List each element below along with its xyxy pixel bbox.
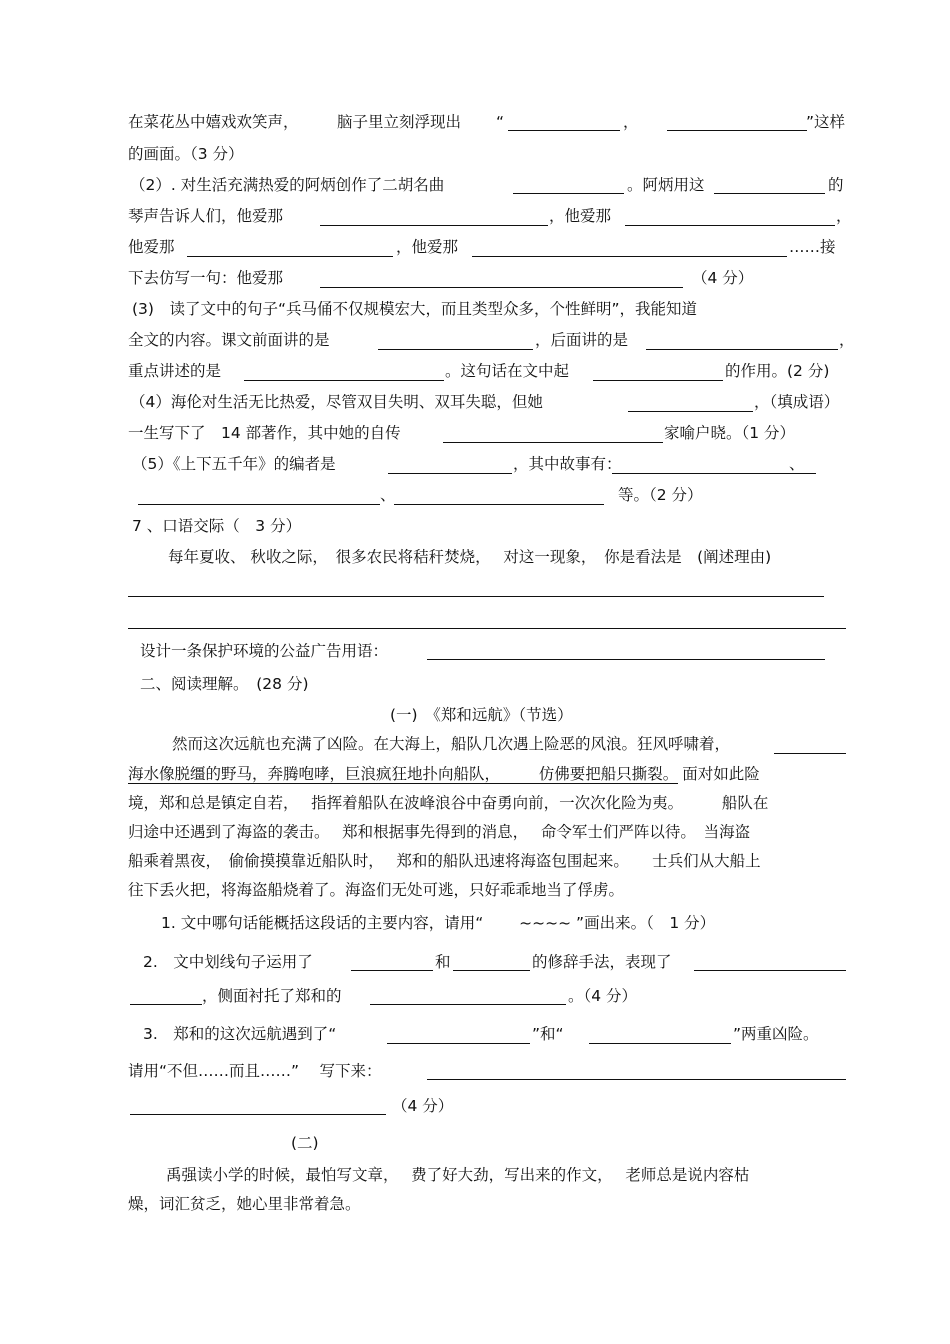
answer-blank[interactable] — [351, 970, 433, 971]
answer-blank[interactable] — [472, 256, 787, 257]
q6-2-line1-mid: 。阿炳用这 — [627, 176, 705, 194]
q6-1-comma: ， — [623, 113, 639, 131]
q6-4-line2-start: 一生写下了 14 部著作，其中她的自传 — [128, 424, 401, 442]
answer-blank[interactable] — [427, 659, 825, 660]
answer-blank[interactable] — [244, 380, 444, 381]
q6-2-line1-start: （2）. 对生活充满热爱的阿炳创作了二胡名曲 — [130, 176, 445, 194]
answer-blank[interactable] — [508, 130, 620, 131]
answer-blank[interactable] — [714, 193, 825, 194]
answer-blank[interactable] — [646, 349, 838, 350]
answer-blank[interactable] — [388, 473, 512, 474]
reading-q2-line2: ，侧面衬托了郑和的 — [202, 987, 342, 1005]
answer-blank[interactable] — [387, 1043, 530, 1044]
answer-blank[interactable] — [187, 256, 393, 257]
q6-2-score: （4 分） — [692, 269, 754, 287]
answer-blank[interactable] — [513, 193, 624, 194]
q6-5-score: 等。（2 分） — [618, 486, 703, 504]
q6-3-line1: (3) 读了文中的句子“兵马俑不仅规模宏大，而且类型众多，个性鲜明”，我能知道 — [132, 300, 698, 318]
q6-2-line2-end: ， — [836, 207, 852, 225]
q6-2-line2-mid: ，他爱那 — [549, 207, 612, 225]
answer-line[interactable] — [128, 596, 824, 597]
answer-blank[interactable] — [130, 1004, 202, 1005]
q6-2-line3-start: 他爱那 — [128, 238, 175, 256]
answer-blank[interactable] — [667, 130, 807, 131]
underline-extension — [774, 753, 846, 754]
reading-q2-start: 2. 文中划线句子运用了 — [143, 953, 313, 971]
answer-blank[interactable] — [628, 411, 753, 412]
q6-2-line1-end: 的 — [828, 176, 844, 194]
q6-1-line1-mid: 脑子里立刻浮现出 — [337, 113, 462, 131]
passage1-line5: 船乘着黑夜， 偷偷摸摸靠近船队时， 郑和的船队迅速将海盗包围起来。 士兵们从大船上 — [128, 852, 761, 870]
reading-q3-and: ”和“ — [532, 1025, 564, 1043]
answer-blank[interactable] — [138, 504, 380, 505]
answer-blank[interactable] — [453, 970, 530, 971]
answer-blank[interactable] — [593, 380, 723, 381]
passage1-line6: 往下丢火把，将海盗船烧着了。海盗们无处可逃，只好乖乖地当了俘虏。 — [128, 881, 625, 899]
passage2-title: (二) — [291, 1134, 319, 1152]
answer-blank[interactable] — [320, 287, 683, 288]
reading-q3-prompt: 请用“不但……而且……” 写下来： — [128, 1062, 382, 1080]
answer-blank[interactable] — [589, 1043, 731, 1044]
q7-title: 7 、口语交际（ 3 分） — [132, 517, 302, 535]
answer-blank[interactable] — [694, 970, 846, 971]
passage1-line3: 境，郑和总是镇定自若， 指挥着船队在波峰浪谷中奋勇向前，一次次化险为夷。 船队在 — [128, 794, 769, 812]
answer-blank[interactable] — [130, 1114, 386, 1115]
q7-ad-prompt: 设计一条保护环境的公益广告用语： — [140, 642, 389, 660]
reading-q1: 1. 文中哪句话能概括这段话的主要内容，请用“ ~~~~ ”画出来。（ 1 分） — [161, 914, 716, 932]
answer-blank[interactable] — [394, 504, 604, 505]
q6-1-line1-end: ”这样 — [806, 113, 846, 131]
passage1-title: (一) 《郑和远航》（节选） — [390, 706, 573, 724]
q6-5-sep: 、 — [380, 486, 396, 504]
q6-4-line2-end: 家喻户晓。（1 分） — [664, 424, 796, 442]
q7-text: 每年夏收、 秋收之际， 很多农民将秸秆焚烧， 对这一现象， 你是看法是 (阐述理由) — [168, 548, 772, 566]
q6-2-line4-start: 下去仿写一句：他爱那 — [128, 269, 284, 287]
q6-4-line1-start: （4）海伦对生活无比热爱，尽管双目失明、双耳失聪，但她 — [130, 393, 543, 411]
answer-line[interactable] — [128, 628, 846, 629]
reading-q3-end: ”两重凶险。 — [733, 1025, 819, 1043]
reading-q2-mid: 的修辞手法，表现了 — [532, 953, 672, 971]
answer-blank[interactable] — [612, 473, 816, 474]
q6-2-line3-mid: ，他爱那 — [396, 238, 459, 256]
answer-blank[interactable] — [370, 1004, 566, 1005]
answer-blank[interactable] — [378, 349, 533, 350]
q6-3-line3-end: 的作用。(2 分) — [725, 362, 830, 380]
answer-blank[interactable] — [443, 442, 663, 443]
reading-q2-and: 和 — [435, 953, 451, 971]
part2-title: 二、阅读理解。 (28 分) — [140, 675, 309, 693]
answer-blank[interactable] — [320, 225, 548, 226]
passage1-line4: 归途中还遇到了海盗的袭击。 郑和根据事先得到的消息， 命令军士们严阵以待。 当海盗 — [128, 823, 751, 841]
q6-1-open-quote: “ — [496, 113, 505, 131]
q6-2-line2-start: 琴声告诉人们，他爱那 — [128, 207, 284, 225]
passage1-line2 — [128, 764, 760, 784]
q6-5-line1-start: （5）《上下五千年》的编者是 — [132, 455, 336, 473]
underlined-sentence: 海水像脱缰的野马，奔腾咆哮，巨浪疯狂地扑向船队， 仿佛要把船只撕裂。 — [128, 765, 679, 783]
q6-5-sep: 、 — [789, 455, 805, 473]
passage1-line1: 然而这次远航也充满了凶险。在大海上，船队几次遇上险恶的风浪。狂风呼啸着， — [172, 735, 731, 753]
q6-3-line2-mid: ，后面讲的是 — [535, 331, 629, 349]
passage2-line1: 禹强读小学的时候，最怕写文章， 费了好大劲，写出来的作文， 老师总是说内容枯 — [166, 1166, 750, 1184]
q6-5-line1-mid: ，其中故事有： — [513, 455, 622, 473]
q6-3-line3-mid: 。这句话在文中起 — [445, 362, 570, 380]
q6-1-line1-start: 在菜花丛中嬉戏欢笑声， — [128, 113, 299, 131]
reading-q2-score: 。（4 分） — [568, 987, 638, 1005]
q6-3-line2-end: ， — [839, 331, 855, 349]
q6-3-line3-start: 重点讲述的是 — [128, 362, 222, 380]
q6-3-line2-start: 全文的内容。课文前面讲的是 — [128, 331, 330, 349]
reading-q3-score: （4 分） — [392, 1097, 454, 1115]
passage2-line2: 燥，词汇贫乏，她心里非常着急。 — [128, 1195, 361, 1213]
answer-blank[interactable] — [427, 1079, 846, 1080]
q6-1-line2: 的画面。（3 分） — [128, 145, 244, 163]
q6-4-line1-end: ，（填成语） — [754, 393, 840, 411]
answer-blank[interactable] — [625, 225, 835, 226]
q6-2-line3-end: ……接 — [789, 238, 836, 256]
reading-q3-start: 3. 郑和的这次远航遇到了“ — [143, 1025, 337, 1043]
passage1-line2-end: 面对如此险 — [682, 765, 760, 783]
